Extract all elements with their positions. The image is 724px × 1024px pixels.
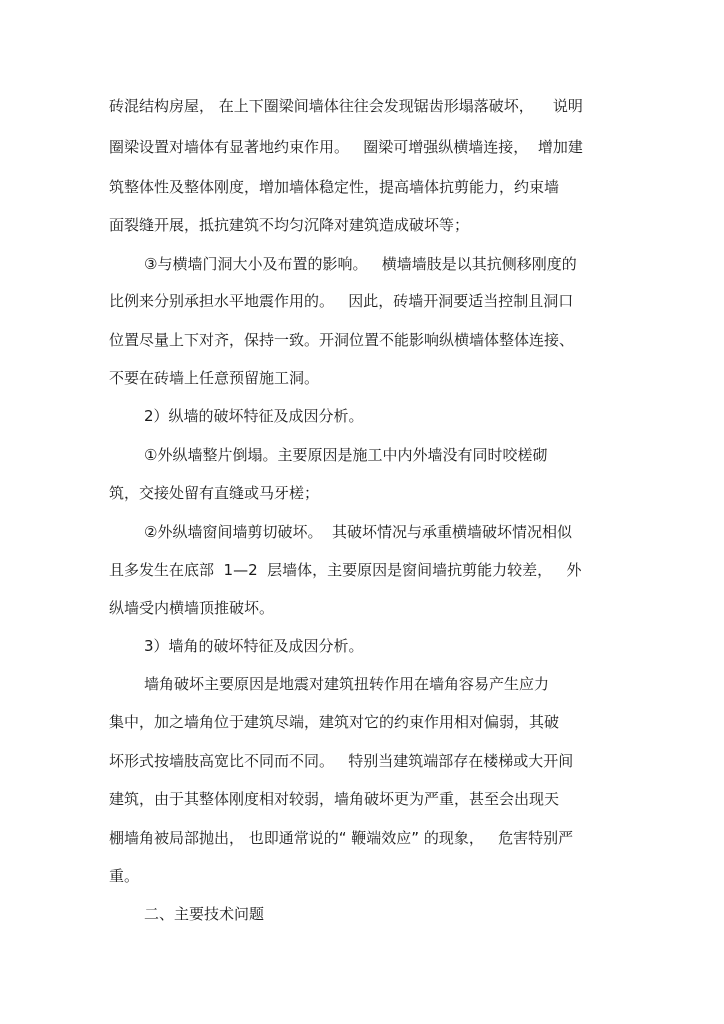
text-line: 集中，加之墙角位于建筑尽端，建筑对它的约束作用相对偏弱，其破 — [109, 713, 560, 731]
text-line: 面裂缝开展，抵抗建筑不均匀沉降对建筑造成破坏等； — [109, 216, 470, 234]
text-line: 圈梁设置对墙体有显著地约束作用。 圈梁可增强纵横墙连接， 增加建 — [109, 138, 583, 156]
text-line: 纵墙受内横墙顶推破坏。 — [109, 599, 275, 617]
text-line: 重。 — [109, 867, 140, 885]
text-line: 砖混结构房屋， 在上下圈梁间墙体往往会发现锯齿形塌落破坏， 说明 — [109, 97, 583, 115]
section-heading: 3）墙角的破坏特征及成因分析。 — [144, 637, 364, 655]
text-line: 筑，交接处留有直缝或马牙槎； — [109, 484, 320, 502]
text-line: 比例来分别承担水平地震作用的。 因此，砖墙开洞要适当控制且洞口 — [109, 292, 574, 310]
text-line: 坏形式按墙肢高宽比不同而不同。 特别当建筑端部存在楼梯或大开间 — [109, 752, 574, 770]
text-line: 且多发生在底部 1—2 层墙体，主要原因是窗间墙抗剪能力较差， 外 — [109, 561, 582, 579]
text-line: 不要在砖墙上任意预留施工洞。 — [109, 369, 320, 387]
text-line: 位置尽量上下对齐，保持一致。开洞位置不能影响纵横墙体整体连接、 — [109, 331, 575, 349]
text-line: 棚墙角被局部抛出， 也即通常说的“ 鞭端效应” 的现象， 危害特别严 — [109, 829, 574, 847]
text-line: ②外纵墙窗间墙剪切破坏。 其破坏情况与承重横墙破坏情况相似 — [144, 523, 572, 541]
text-line: 墙角破坏主要原因是地震对建筑扭转作用在墙角容易产生应力 — [144, 675, 550, 693]
text-line: ③与横墙门洞大小及布置的影响。 横墙墙肢是以其抗侧移刚度的 — [144, 255, 577, 273]
text-line: 筑整体性及整体刚度，增加墙体稳定性，提高墙体抗剪能力，约束墙 — [109, 178, 560, 196]
text-line: 建筑，由于其整体刚度相对较弱，墙角破坏更为严重，甚至会出现天 — [109, 790, 560, 808]
section-heading: 2）纵墙的破坏特征及成因分析。 — [144, 407, 364, 425]
text-line: ①外纵墙整片倒塌。主要原因是施工中内外墙没有同时咬槎砌 — [144, 446, 548, 464]
section-heading: 二、主要技术问题 — [144, 905, 265, 923]
